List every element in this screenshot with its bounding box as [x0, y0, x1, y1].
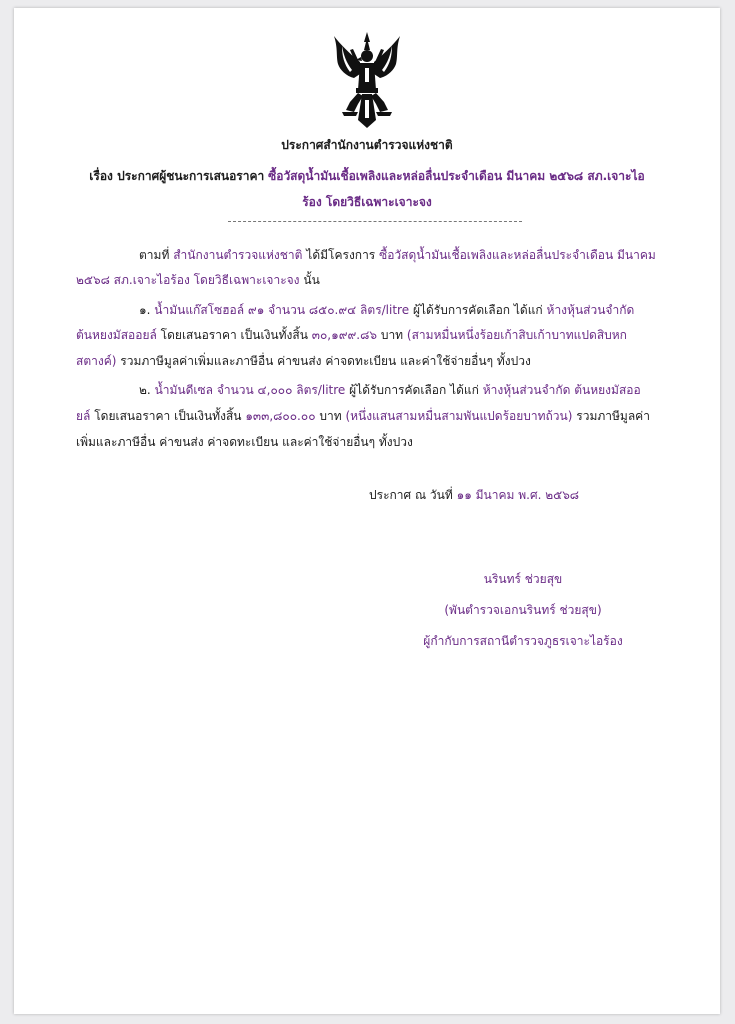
- subject-text-1: ซื้อวัสดุน้ำมันเชื้อเพลิงและหล่อลื่นประจำเดือน มีนาคม ๒๕๖๘ สภ.เจาะไอ: [268, 169, 645, 183]
- signature-position: ผู้กำกับการสถานีตำรวจภูธรเจาะไอร้อง: [423, 634, 623, 648]
- item2-price-words: (หนึ่งแสนสามหมื่นสามพันแปดร้อยบาทถ้วน): [345, 409, 573, 423]
- intro-suffix: นั้น: [303, 273, 320, 287]
- item2-line-2: [76, 409, 650, 424]
- subject-line-1: [14, 169, 720, 184]
- item1-vendor-1: ห้างหุ้นส่วนจำกัด: [546, 303, 635, 317]
- intro-line-2: [76, 273, 320, 288]
- item2-product: น้ำมันดีเซล จำนวน ๔,๐๐๐ ลิตร/litre: [154, 383, 346, 397]
- item1-tail: รวมภาษีมูลค่าเพิ่มและภาษีอื่น ค่าขนส่ง ค่าจดทะเบียน และค่าใช้จ่ายอื่นๆ ทั้งปวง: [120, 354, 531, 368]
- item2-awarded-label: ผู้ได้รับการคัดเลือก ได้แก่: [349, 383, 479, 397]
- item2-price-label: โดยเสนอราคา เป็นเงินทั้งสิ้น: [94, 409, 242, 423]
- intro-project-1: ซื้อวัสดุน้ำมันเชื้อเพลิงและหล่อลื่นประจำเดือน มีนาคม: [379, 248, 656, 262]
- announce-date: ๑๑ มีนาคม พ.ศ. ๒๕๖๘: [456, 488, 580, 502]
- item1-currency: บาท: [380, 328, 404, 342]
- item1-price-words-2: สตางค์): [76, 354, 117, 368]
- item2-price: ๑๓๓,๘๐๐.๐๐: [245, 409, 316, 423]
- signature-name: นรินทร์ ช่วยสุข: [483, 572, 563, 586]
- intro-project-2: ๒๕๖๘ สภ.เจาะไอร้อง โดยวิธีเฉพาะเจาะจง: [76, 273, 300, 287]
- item2-currency: บาท: [319, 409, 342, 423]
- item2-line-1: [139, 383, 641, 398]
- item2-num: ๒.: [139, 383, 151, 397]
- announce-label: ประกาศ ณ วันที่: [369, 488, 453, 502]
- intro-prefix: ตามที่: [139, 248, 170, 262]
- item1-price-words-1: (สามหมื่นหนึ่งร้อยเก้าสิบเก้าบาทแปดสิบหก: [406, 328, 627, 342]
- item2-tail-1: รวมภาษีมูลค่า: [576, 409, 650, 423]
- subject-line-2: ร้อง โดยวิธีเฉพาะเจาะจง: [302, 195, 432, 209]
- item1-product: น้ำมันแก๊สโซฮอล์ ๙๑ จำนวน ๘๕๐.๙๔ ลิตร/litre: [154, 303, 410, 317]
- item1-line-1: [139, 303, 634, 318]
- separator-line: [228, 221, 522, 222]
- item2-tail-2: เพิ่มและภาษีอื่น ค่าขนส่ง ค่าจดทะเบียน และค่าใช้จ่ายอื่นๆ ทั้งปวง: [76, 435, 413, 449]
- item1-line-2: [76, 328, 627, 343]
- announce-line: [369, 488, 579, 503]
- signature-rank-name: (พันตำรวจเอกนรินทร์ ช่วยสุข): [444, 603, 602, 617]
- item1-vendor-2: ต้นหยงมัสออยล์: [76, 328, 157, 342]
- item1-price: ๓๐,๑๙๙.๘๖: [311, 328, 377, 342]
- agency-title: ประกาศสำนักงานตำรวจแห่งชาติ: [281, 138, 453, 152]
- intro-agency: สำนักงานตำรวจแห่งชาติ: [173, 248, 303, 262]
- item2-line-3: [76, 435, 413, 450]
- intro-line-1: [139, 248, 656, 263]
- subject-prefix: เรื่อง ประกาศผู้ชนะการเสนอราคา: [89, 169, 265, 183]
- item1-awarded-label: ผู้ได้รับการคัดเลือก ได้แก่: [412, 303, 543, 317]
- item1-line-3: [76, 354, 531, 369]
- item1-num: ๑.: [139, 303, 151, 317]
- document-page: [14, 8, 720, 1014]
- intro-mid: ได้มีโครงการ: [306, 248, 376, 262]
- item1-price-label: โดยเสนอราคา เป็นเงินทั้งสิ้น: [160, 328, 308, 342]
- item2-vendor-2: ยล์: [76, 409, 91, 423]
- garuda-emblem: [332, 30, 402, 130]
- item2-vendor-1: ห้างหุ้นส่วนจำกัด ต้นหยงมัสออ: [482, 383, 641, 397]
